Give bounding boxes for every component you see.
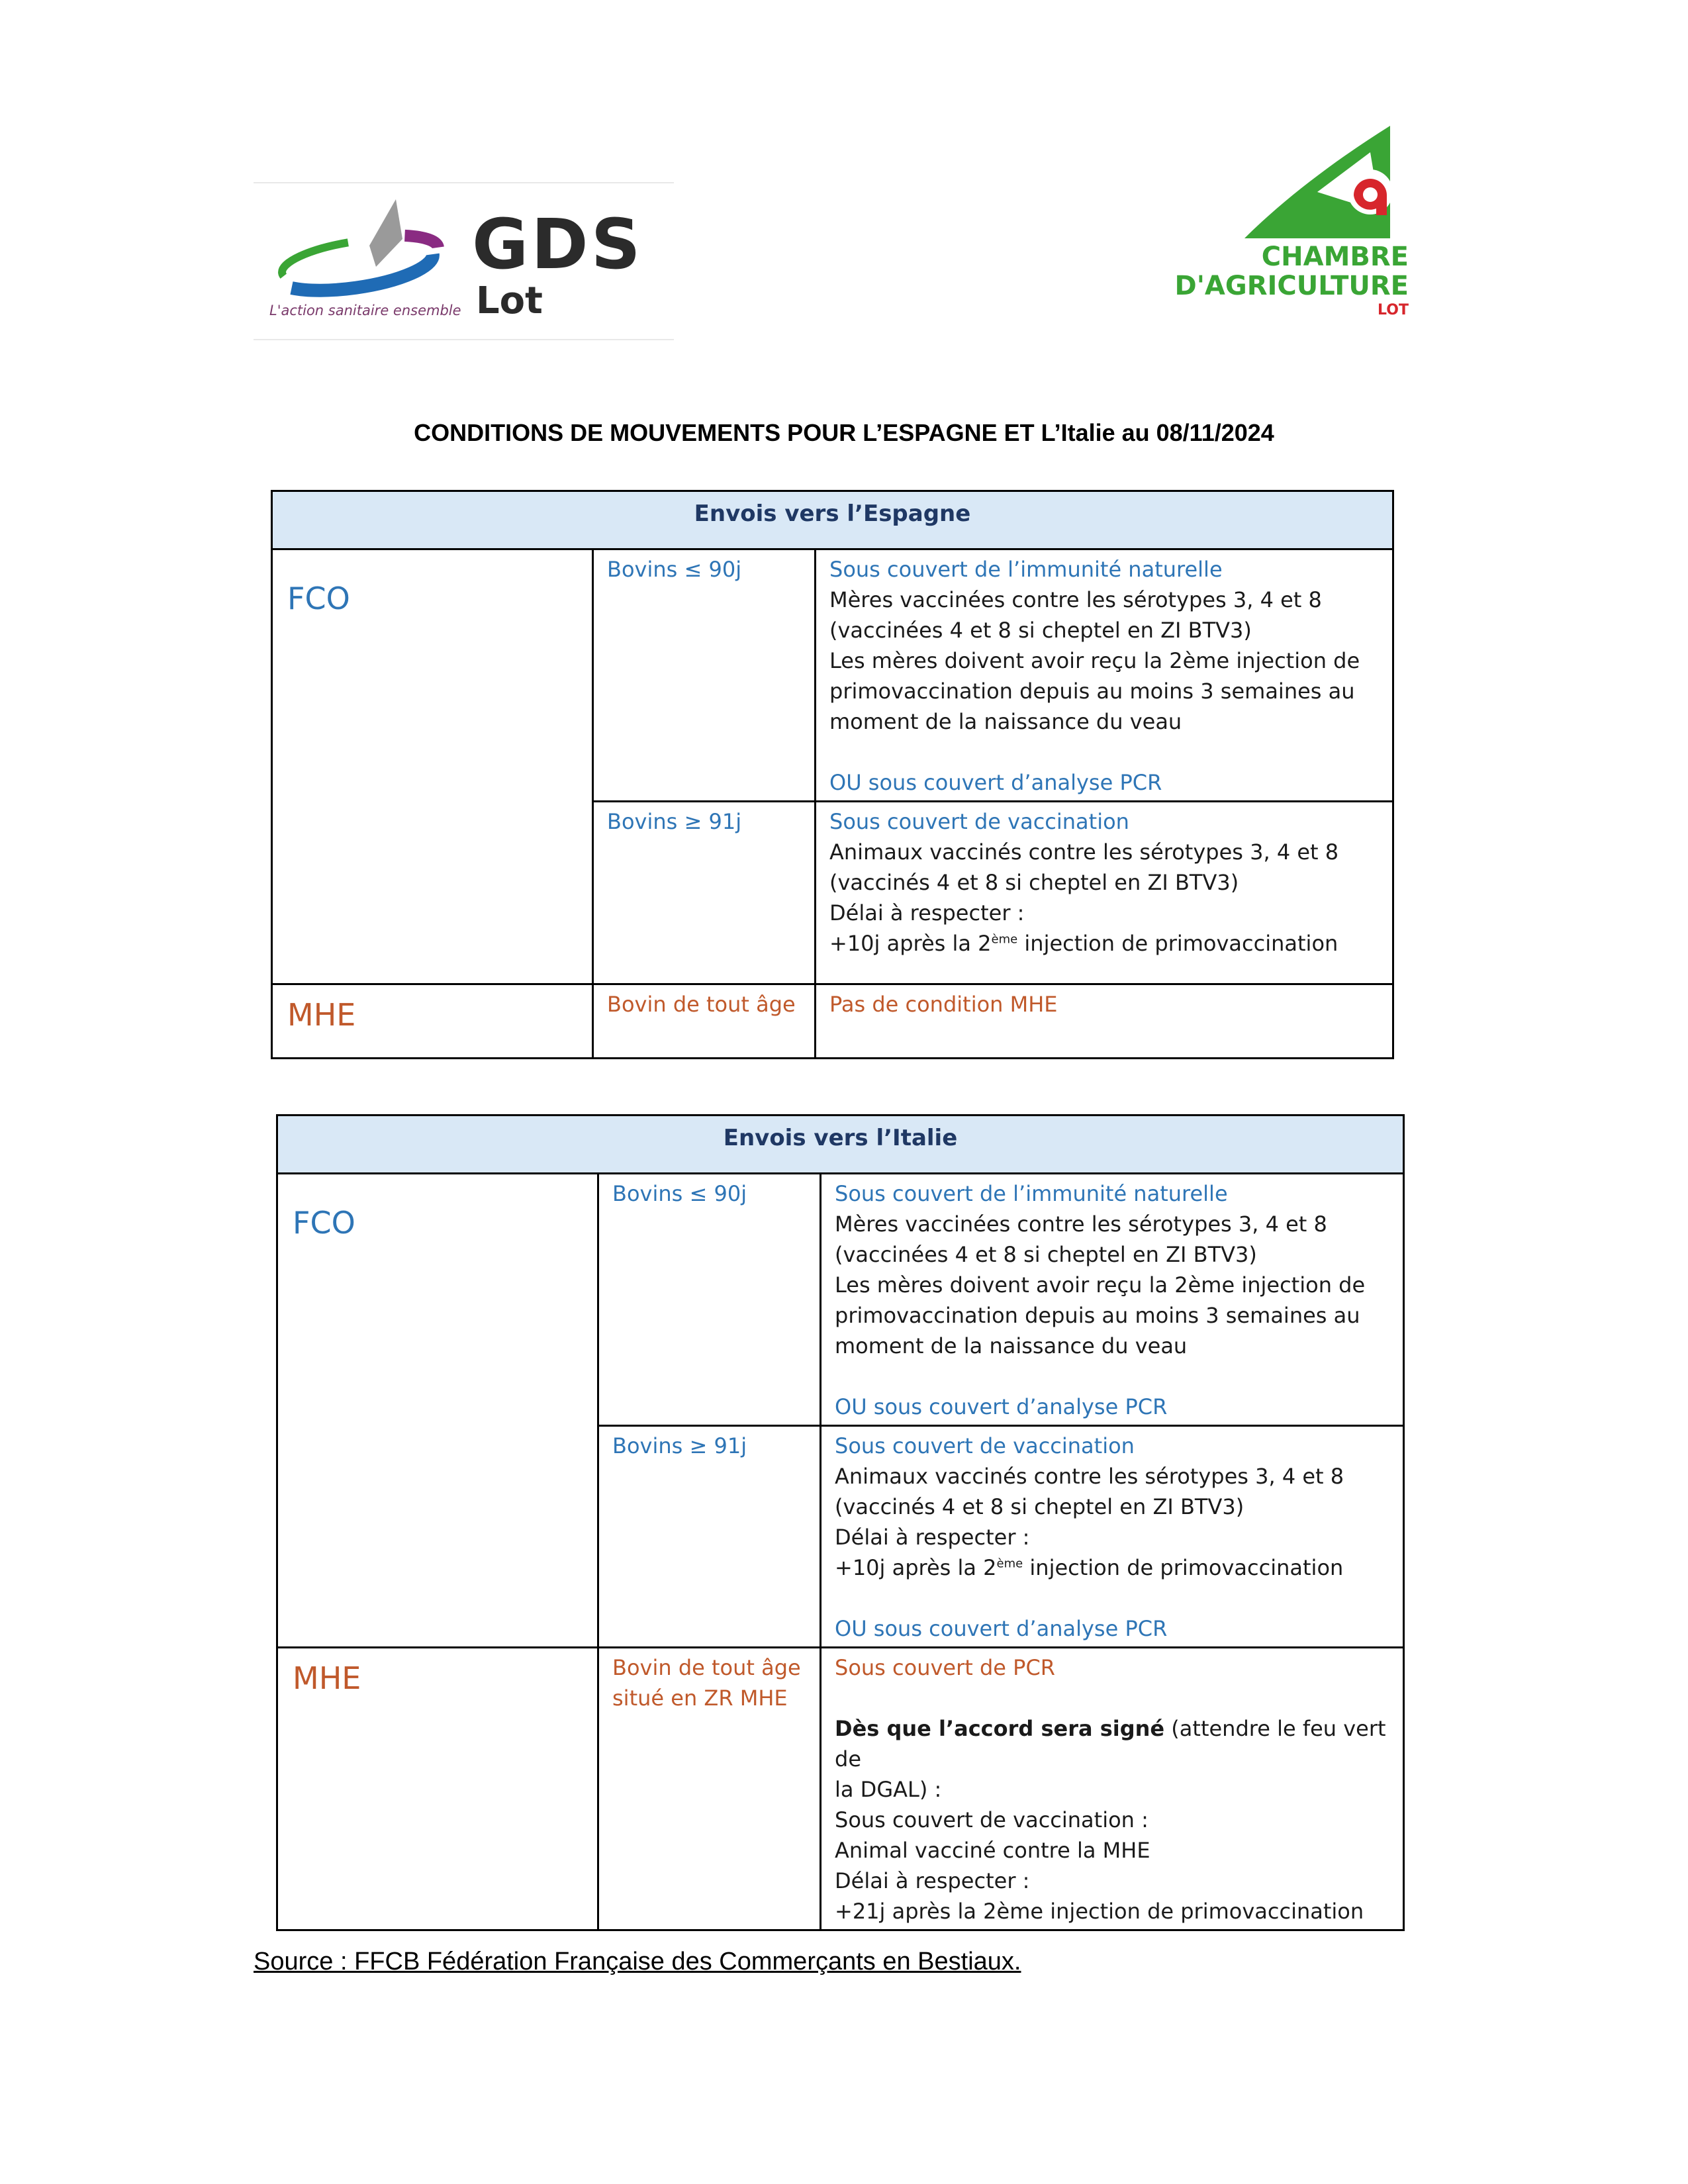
condition-heading: Sous couvert de vaccination — [835, 1433, 1135, 1458]
delay-superscript: ème — [996, 1556, 1023, 1571]
source-note: Source : FFCB Fédération Française des Commerçants en Bestiaux. — [254, 1948, 1021, 1975]
condition-line: Sous couvert de vaccination : — [835, 1807, 1149, 1832]
disease-fco: FCO — [277, 1174, 598, 1648]
chambre-emblem-icon — [1238, 113, 1410, 245]
category-mhe: Bovin de tout âge — [593, 984, 816, 1059]
document-title: CONDITIONS DE MOUVEMENTS POUR L’ESPAGNE ET L’Italie au 08/11/2024 — [414, 419, 1274, 446]
condition-older — [821, 1426, 1404, 1648]
condition-line: moment de la naissance du veau — [835, 1333, 1188, 1358]
condition-line: (vaccinés 4 et 8 si cheptel en ZI BTV3) — [835, 1494, 1244, 1519]
condition-older — [816, 802, 1393, 984]
condition-line: Les mères doivent avoir reçu la 2ème injection de — [835, 1272, 1366, 1298]
gds-subtitle: Lot — [476, 279, 543, 322]
category-older: Bovins ≥ 91j — [598, 1426, 821, 1648]
condition-alternative: OU sous couvert d’analyse PCR — [829, 770, 1162, 795]
disease-mhe: MHE — [277, 1648, 598, 1930]
condition-line: Mères vaccinées contre les sérotypes 3, 4 et 8 — [829, 587, 1322, 612]
gds-emblem-icon — [267, 193, 459, 309]
condition-bold: Dès que l’accord sera signé — [835, 1716, 1165, 1741]
disease-mhe: MHE — [272, 984, 593, 1059]
condition-line: Les mères doivent avoir reçu la 2ème injection de — [829, 648, 1360, 673]
category-older: Bovins ≥ 91j — [593, 802, 816, 984]
chambre-line1: CHAMBRE — [1261, 242, 1409, 272]
disease-fco: FCO — [272, 549, 593, 984]
condition-alternative: OU sous couvert d’analyse PCR — [835, 1394, 1168, 1419]
delay-superscript: ème — [991, 932, 1018, 947]
condition-young — [816, 549, 1393, 802]
table-italie-header: Envois vers l’Italie — [277, 1116, 1404, 1174]
condition-line: Animaux vaccinés contre les sérotypes 3, 4 et 8 — [835, 1464, 1344, 1489]
condition-line: (vaccinés 4 et 8 si cheptel en ZI BTV3) — [829, 870, 1239, 895]
gds-tagline: L'action sanitaire ensemble — [269, 303, 461, 318]
condition-line: Délai à respecter : — [835, 1525, 1030, 1550]
condition-line-delay — [829, 928, 1385, 959]
condition-heading: Sous couvert de l’immunité naturelle — [829, 557, 1223, 582]
condition-line: Animaux vaccinés contre les sérotypes 3, 4 et 8 — [829, 839, 1339, 865]
condition-line: +21j après la 2ème injection de primovaccination — [835, 1899, 1364, 1924]
condition-line: Délai à respecter : — [829, 900, 1025, 926]
gds-title: GDS — [472, 204, 643, 285]
condition-line: Animal vacciné contre la MHE — [835, 1838, 1150, 1863]
condition-mhe — [816, 984, 1393, 1059]
delay-suffix: injection de primovaccination — [1023, 1555, 1344, 1580]
condition-heading: Sous couvert de vaccination — [829, 809, 1129, 834]
chambre-line3: LOT — [1378, 302, 1409, 318]
condition-line — [835, 1713, 1396, 1774]
condition-heading: Sous couvert de PCR — [835, 1655, 1056, 1680]
delay-prefix: +10j après la 2 — [835, 1555, 997, 1580]
table-italie — [276, 1114, 1405, 1931]
category-young: Bovins ≤ 90j — [593, 549, 816, 802]
condition-alternative: OU sous couvert d’analyse PCR — [835, 1616, 1168, 1641]
condition-heading: Pas de condition MHE — [829, 992, 1058, 1017]
condition-line: Délai à respecter : — [835, 1868, 1030, 1893]
condition-mhe — [821, 1648, 1404, 1930]
gds-logo — [254, 182, 674, 340]
condition-line: la DGAL) : — [835, 1777, 942, 1802]
condition-rest: (attendre le feu vert de — [835, 1716, 1386, 1772]
delay-suffix: injection de primovaccination — [1017, 931, 1338, 956]
condition-line: (vaccinées 4 et 8 si cheptel en ZI BTV3) — [829, 618, 1252, 643]
table-espagne — [271, 490, 1394, 1059]
condition-heading: Sous couvert de l’immunité naturelle — [835, 1181, 1228, 1206]
chambre-agriculture-logo — [1174, 106, 1417, 331]
category-young: Bovins ≤ 90j — [598, 1174, 821, 1426]
condition-line: (vaccinées 4 et 8 si cheptel en ZI BTV3) — [835, 1242, 1257, 1267]
category-mhe — [598, 1648, 821, 1930]
chambre-line2: D'AGRICULTURE — [1174, 271, 1409, 301]
category-mhe-line: situé en ZR MHE — [612, 1685, 788, 1711]
condition-line: primovaccination depuis au moins 3 semaines au — [829, 679, 1355, 704]
delay-prefix: +10j après la 2 — [829, 931, 992, 956]
condition-line: moment de la naissance du veau — [829, 709, 1182, 734]
condition-line: Mères vaccinées contre les sérotypes 3, 4 et 8 — [835, 1211, 1327, 1237]
condition-line: primovaccination depuis au moins 3 semaines au — [835, 1303, 1360, 1328]
condition-young — [821, 1174, 1404, 1426]
table-espagne-header: Envois vers l’Espagne — [272, 491, 1393, 549]
condition-line-delay — [835, 1552, 1396, 1583]
category-mhe-line: Bovin de tout âge — [612, 1655, 801, 1680]
